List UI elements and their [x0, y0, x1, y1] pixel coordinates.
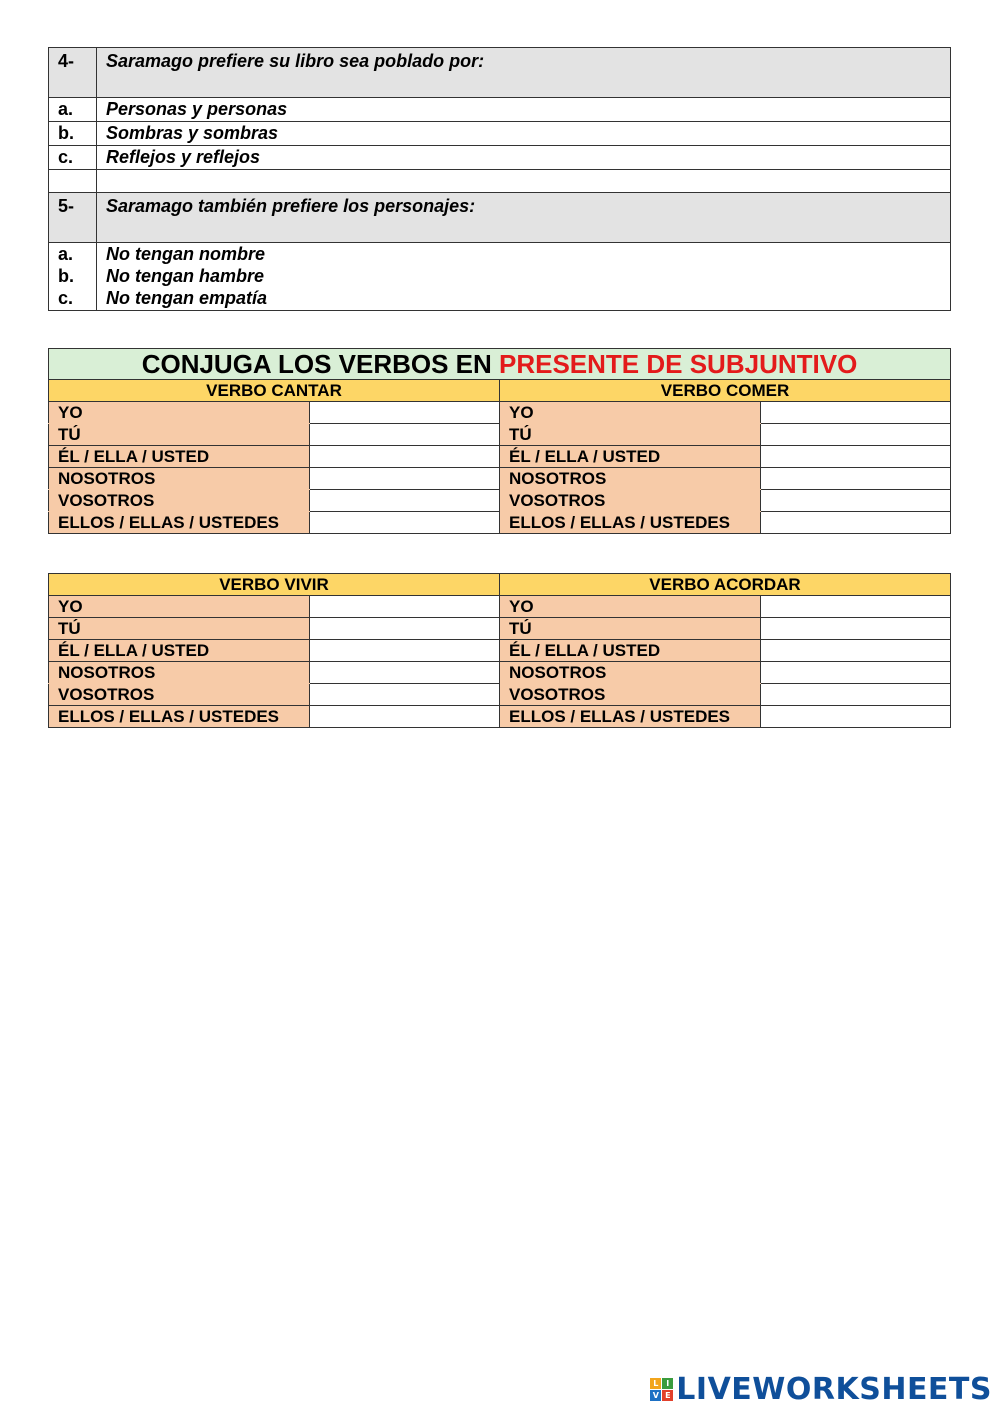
option-letter: b. [49, 122, 97, 146]
pronoun-label: VOSOTROS [500, 684, 761, 706]
pronoun-label: ÉL / ELLA / USTED [49, 446, 310, 468]
option-letter: a. [49, 98, 97, 122]
pronoun-label: ÉL / ELLA / USTED [500, 446, 761, 468]
pronoun-label: VOSOTROS [49, 684, 310, 706]
pronoun-label: YO [49, 596, 310, 618]
option-letter: a. [49, 243, 97, 267]
title-red: PRESENTE DE SUBJUNTIVO [499, 349, 858, 379]
pronoun-label: ELLOS / ELLAS / USTEDES [500, 706, 761, 728]
conjugation-title [49, 349, 951, 380]
answer-cell[interactable] [761, 596, 951, 618]
answer-cell[interactable] [310, 490, 500, 512]
answer-cell[interactable] [310, 424, 500, 446]
verb-header-cantar: VERBO CANTAR [49, 380, 500, 402]
option-text[interactable]: Reflejos y reflejos [97, 146, 951, 170]
option-letter: c. [49, 288, 97, 311]
answer-cell[interactable] [310, 468, 500, 490]
logo-letter: I [662, 1378, 673, 1389]
title-black: CONJUGA LOS VERBOS EN [141, 349, 499, 379]
pronoun-label: ELLOS / ELLAS / USTEDES [500, 512, 761, 534]
answer-cell[interactable] [310, 446, 500, 468]
answer-cell[interactable] [761, 684, 951, 706]
pronoun-label: NOSOTROS [500, 468, 761, 490]
logo-letter: L [650, 1378, 661, 1389]
question-text: Saramago prefiere su libro sea poblado por: [97, 48, 951, 98]
answer-cell[interactable] [310, 402, 500, 424]
conjugation-table-1 [48, 348, 951, 534]
verb-header-comer: VERBO COMER [500, 380, 951, 402]
answer-cell[interactable] [761, 618, 951, 640]
answer-cell[interactable] [761, 468, 951, 490]
question-4-row [49, 48, 951, 98]
option-row[interactable] [49, 243, 951, 267]
pronoun-label: ÉL / ELLA / USTED [500, 640, 761, 662]
answer-cell[interactable] [761, 424, 951, 446]
answer-cell[interactable] [310, 640, 500, 662]
answer-cell[interactable] [310, 512, 500, 534]
answer-cell[interactable] [761, 446, 951, 468]
pronoun-label: ELLOS / ELLAS / USTEDES [49, 512, 310, 534]
option-row[interactable] [49, 288, 951, 311]
option-text[interactable]: Sombras y sombras [97, 122, 951, 146]
spacer-cell [49, 170, 97, 193]
option-text[interactable]: No tengan nombre [97, 243, 951, 267]
logo-text: LIVEWORKSHEETS [676, 1372, 992, 1407]
answer-cell[interactable] [310, 618, 500, 640]
option-text[interactable]: No tengan empatía [97, 288, 951, 311]
pronoun-label: YO [49, 402, 310, 424]
answer-cell[interactable] [310, 706, 500, 728]
verb-header-vivir: VERBO VIVIR [49, 574, 500, 596]
pronoun-label: ELLOS / ELLAS / USTEDES [49, 706, 310, 728]
answer-cell[interactable] [310, 596, 500, 618]
spacer-cell [97, 170, 951, 193]
option-row[interactable] [49, 122, 951, 146]
questions-table [48, 47, 951, 311]
option-row[interactable] [49, 146, 951, 170]
spacer-row [49, 170, 951, 193]
logo-letter: V [650, 1390, 661, 1401]
pronoun-label: NOSOTROS [49, 662, 310, 684]
answer-cell[interactable] [310, 662, 500, 684]
pronoun-label: TÚ [49, 618, 310, 640]
question-text: Saramago también prefiere los personajes: [97, 193, 951, 243]
answer-cell[interactable] [761, 490, 951, 512]
conjugation-table-2 [48, 573, 951, 728]
option-text[interactable]: No tengan hambre [97, 266, 951, 288]
pronoun-label: YO [500, 402, 761, 424]
pronoun-label: VOSOTROS [49, 490, 310, 512]
pronoun-label: TÚ [500, 424, 761, 446]
verb-header-acordar: VERBO ACORDAR [500, 574, 951, 596]
pronoun-label: NOSOTROS [49, 468, 310, 490]
answer-cell[interactable] [310, 684, 500, 706]
answer-cell[interactable] [761, 402, 951, 424]
question-5-row [49, 193, 951, 243]
pronoun-label: TÚ [500, 618, 761, 640]
answer-cell[interactable] [761, 640, 951, 662]
logo-mark-icon [650, 1378, 673, 1401]
option-letter: b. [49, 266, 97, 288]
option-text[interactable]: Personas y personas [97, 98, 951, 122]
liveworksheets-logo [650, 1372, 992, 1407]
question-number: 4- [49, 48, 97, 98]
pronoun-label: YO [500, 596, 761, 618]
option-letter: c. [49, 146, 97, 170]
pronoun-label: TÚ [49, 424, 310, 446]
question-number: 5- [49, 193, 97, 243]
option-row[interactable] [49, 266, 951, 288]
pronoun-label: VOSOTROS [500, 490, 761, 512]
answer-cell[interactable] [761, 706, 951, 728]
pronoun-label: ÉL / ELLA / USTED [49, 640, 310, 662]
answer-cell[interactable] [761, 662, 951, 684]
answer-cell[interactable] [761, 512, 951, 534]
option-row[interactable] [49, 98, 951, 122]
pronoun-label: NOSOTROS [500, 662, 761, 684]
logo-letter: E [662, 1390, 673, 1401]
